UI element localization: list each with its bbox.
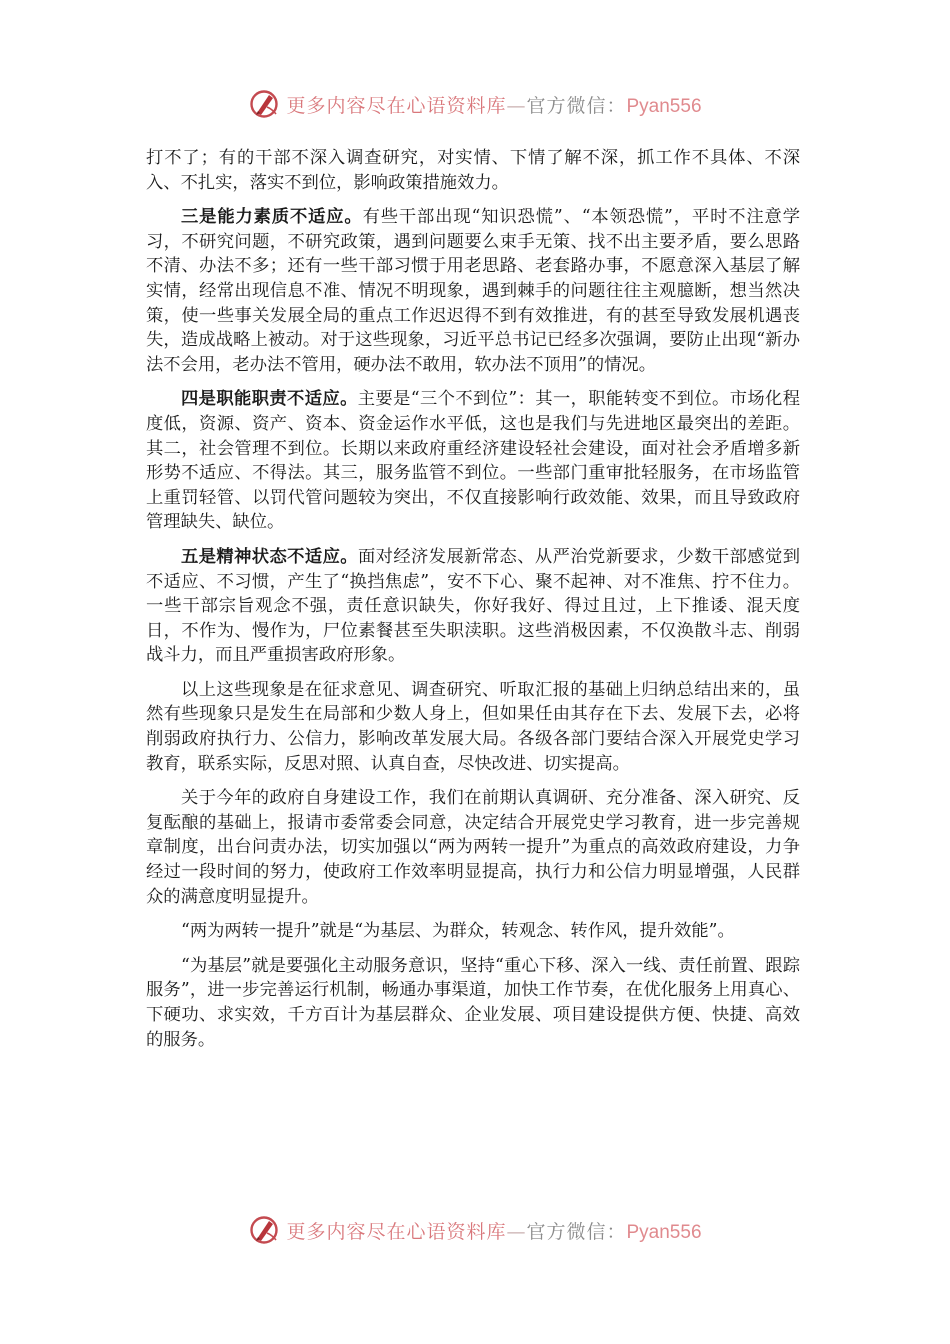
paragraph bbox=[146, 954, 800, 1052]
paragraph-text: “两为两转一提升”就是“为基层、为群众，转观念、转作风，提升效能”。 bbox=[181, 921, 735, 942]
paragraph bbox=[146, 919, 800, 944]
watermark-separator: — bbox=[506, 94, 527, 117]
paragraph bbox=[146, 786, 800, 909]
document-body bbox=[146, 146, 800, 1062]
watermark-wechat-id: Pyan556 bbox=[626, 1221, 702, 1243]
paragraph-text: 有些干部出现“知识恐慌”、“本领恐慌”，平时不注意学习，不研究问题，不研究政策，遇到问题要么束手无策、找不出主要矛盾，要么思路不清、办法不多；还有一些干部习惯于用老思路、老套路办事，不愿意深入基层了解实情，经常出现信息不准、情况不明现象，遇到棘手的问题往往主观臆断，想当然决策，使一些事关发展全局的重点工作迟迟得不到有效推进，有的甚至导致发展机遇丧失，造成战略上被动。对于这些现象，习近平总书记已经多次强调，要防止出现“新办法不会用，老办法不管用，硬办法不敢用，软办法不顶用”的情况。 bbox=[146, 207, 800, 375]
paragraph-lead: 四是职能职责不适应。 bbox=[181, 389, 358, 410]
watermark-wechat-label: 官方微信： bbox=[526, 94, 627, 117]
paragraph bbox=[146, 678, 800, 776]
watermark-text bbox=[286, 1217, 701, 1244]
paragraph-text: 以上这些现象是在征求意见、调查研究、听取汇报的基础上归纳总结出来的，虽然有些现象只是发生在局部和少数人身上，但如果任由其存在下去、发展下去，必将削弱政府执行力、公信力，影响改革发展大局。各级各部门要结合深入开展党史学习教育，联系实际，反思对照、认真自查，尽快改进、切实提高。 bbox=[146, 679, 800, 774]
watermark-brand: 更多内容尽在心语资料库 bbox=[286, 94, 507, 117]
pen-logo-icon bbox=[248, 1214, 280, 1246]
paragraph-text: 关于今年的政府自身建设工作，我们在前期认真调研、充分准备、深入研究、反复酝酿的基础上，报请市委常委会同意，决定结合开展党史学习教育，进一步完善规章制度，出台问责办法，切实加强以“两为两转一提升”为重点的高效政府建设，力争经过一段时间的努力，使政府工作效率明显提高，执行力和公信力明显增强，人民群众的满意度明显提升。 bbox=[146, 788, 800, 907]
paragraph bbox=[146, 545, 800, 668]
paragraph-lead: 三是能力素质不适应。 bbox=[181, 207, 363, 228]
footer-watermark bbox=[0, 1208, 950, 1252]
paragraph-text: 主要是“三个不到位”：其一，职能转变不到位。市场化程度低，资源、资产、资本、资金运作水平低，这也是我们与先进地区最突出的差距。其二，社会管理不到位。长期以来政府重经济建设轻社会建设，面对社会矛盾增多新形势不适应、不得法。其三，服务监管不到位。一些部门重审批轻服务，在市场监管上重罚轻管、以罚代管问题较为突出，不仅直接影响行政效能、效果，而且导致政府管理缺失、缺位。 bbox=[146, 389, 800, 533]
watermark-brand: 更多内容尽在心语资料库 bbox=[286, 1220, 507, 1243]
watermark-text bbox=[286, 91, 701, 118]
paragraph bbox=[146, 205, 800, 377]
paragraph-text: 面对经济发展新常态、从严治党新要求，少数干部感觉到不适应、不习惯，产生了“换挡焦虑”，安不下心、聚不起神、对不准焦、拧不住力。一些干部宗旨观念不强，责任意识缺失，你好我好、得过且过，上下推诿、混天度日，不作为、慢作为，尸位素餐甚至失职渎职。这些消极因素，不仅涣散斗志、削弱战斗力，而且严重损害政府形象。 bbox=[146, 546, 800, 666]
paragraph bbox=[146, 146, 800, 195]
pen-logo-icon bbox=[248, 88, 280, 120]
watermark-wechat-id: Pyan556 bbox=[626, 95, 702, 117]
watermark-separator: — bbox=[506, 1220, 527, 1243]
watermark-wechat-label: 官方微信： bbox=[526, 1220, 627, 1243]
paragraph-text: “为基层”就是要强化主动服务意识，坚持“重心下移、深入一线、责任前置、跟踪服务”，进一步完善运行机制，畅通办事渠道，加快工作节奏，在优化服务上用真心、下硬功、求实效，千方百计为基层群众、企业发展、项目建设提供方便、快捷、高效的服务。 bbox=[146, 955, 800, 1050]
paragraph-text: 打不了；有的干部不深入调查研究，对实情、下情了解不深，抓工作不具体、不深入、不扎实，落实不到位，影响政策措施效力。 bbox=[146, 148, 800, 193]
header-watermark bbox=[0, 82, 950, 126]
paragraph bbox=[146, 387, 800, 535]
paragraph-lead: 五是精神状态不适应。 bbox=[181, 546, 358, 567]
